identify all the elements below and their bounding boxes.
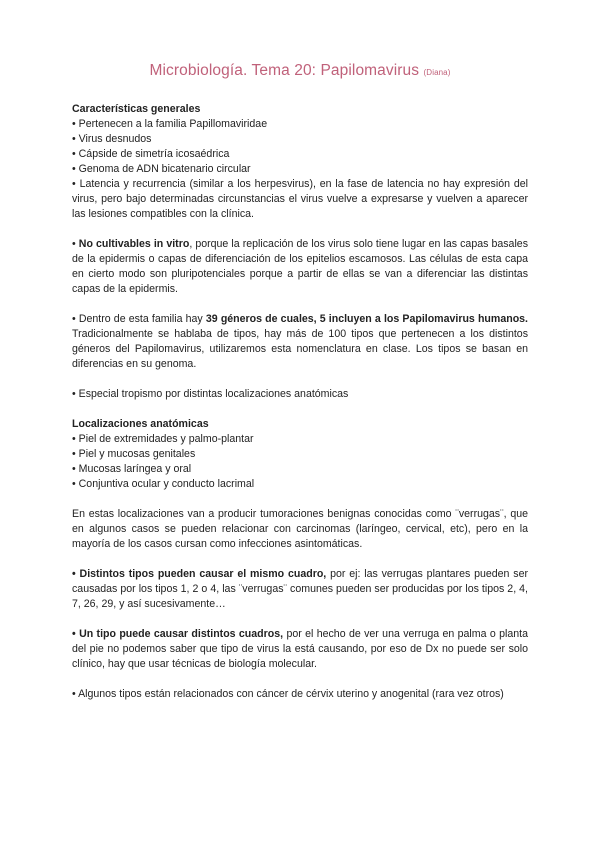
bold-distintos-cuadros: • Un tipo puede causar distintos cuadros, <box>72 628 284 640</box>
bold-mismo-cuadro: • Distintos tipos pueden causar el mismo cuadro, <box>72 568 327 580</box>
paragraph-generos: • Dentro de esta familia hay 39 géneros de cuales, 5 incluyen a los Papilomavirus humanos. Tradicionalmente se hablaba de tipos, hay más de 100 tipos que pertenecen a los distintos géneros del Papilomavirus, utilizaremos esta nomenclatura en clase. Los tipos se basan en diferencias en su genoma. <box>72 313 528 370</box>
document-page <box>72 62 528 702</box>
paragraph-cancer: • Algunos tipos están relacionados con cáncer de cérvix uterino y anogenital (rara vez otros) <box>72 688 504 700</box>
title-author: (Diana) <box>423 68 451 77</box>
list-item: • Genoma de ADN bicatenario circular <box>72 163 251 175</box>
list-item: • Pertenecen a la familia Papillomaviridae <box>72 118 268 130</box>
paragraph-tropismo: • Especial tropismo por distintas localizaciones anatómicas <box>72 388 349 400</box>
paragraph-cultivables: • No cultivables in vitro, porque la replicación de los virus solo tiene lugar en las capas basales de la epidermis o capas de diferenciación de los epitelios escamosos. Las células de esta capa en cierto modo son pluripotenciales porque a partir de ellas se van a diferenciar las distintas capas de la epidermis. <box>72 238 528 295</box>
paragraph-mismo-cuadro: • Distintos tipos pueden causar el mismo cuadro, por ej: las verrugas plantares pueden ser causadas por los tipos 1, 2 o 4, las ¨verrugas¨ comunes pueden ser producidas por los tipos 2, 4, 7, 26, 29, y así sucesivamente… <box>72 568 528 610</box>
list-item: • Cápside de simetría icosaédrica <box>72 148 230 160</box>
bold-cultivables: No cultivables in vitro <box>78 238 190 250</box>
section-heading-general: Características generales <box>72 103 201 115</box>
bold-generos: 39 géneros de cuales, 5 incluyen a los Papilomavirus humanos. <box>205 313 528 325</box>
page-title <box>72 62 528 80</box>
list-item: • Mucosas laríngea y oral <box>72 463 192 475</box>
paragraph-verrugas: En estas localizaciones van a producir tumoraciones benignas conocidas como ¨verrugas¨, que en algunos casos se pueden relacionar con carcinomas (laríngeo, cervical, etc), pero en la mayoría de los casos cursan como infecciones asintomáticas. <box>72 508 528 550</box>
paragraph-latencia: • Latencia y recurrencia (similar a los herpesvirus), en la fase de latencia no hay expresión del virus, pero bajo determinadas circunstancias el virus vuelve a expresarse y vuelven a aparecer las lesiones compatibles con la clínica. <box>72 178 528 220</box>
list-item: • Piel y mucosas genitales <box>72 448 196 460</box>
list-item: • Conjuntiva ocular y conducto lacrimal <box>72 478 255 490</box>
list-item: • Piel de extremidades y palmo-plantar <box>72 433 254 445</box>
paragraph-distintos-cuadros: • Un tipo puede causar distintos cuadros, por el hecho de ver una verruga en palma o planta del pie no podemos saber que tipo de virus la está causando, por eso de Dx no puede ser solo clínico, hay que usar técnicas de biología molecular. <box>72 628 528 670</box>
list-item: • Virus desnudos <box>72 133 152 145</box>
section-heading-localizaciones: Localizaciones anatómicas <box>72 418 209 430</box>
title-main: Microbiología. Tema 20: Papilomavirus <box>149 62 420 79</box>
